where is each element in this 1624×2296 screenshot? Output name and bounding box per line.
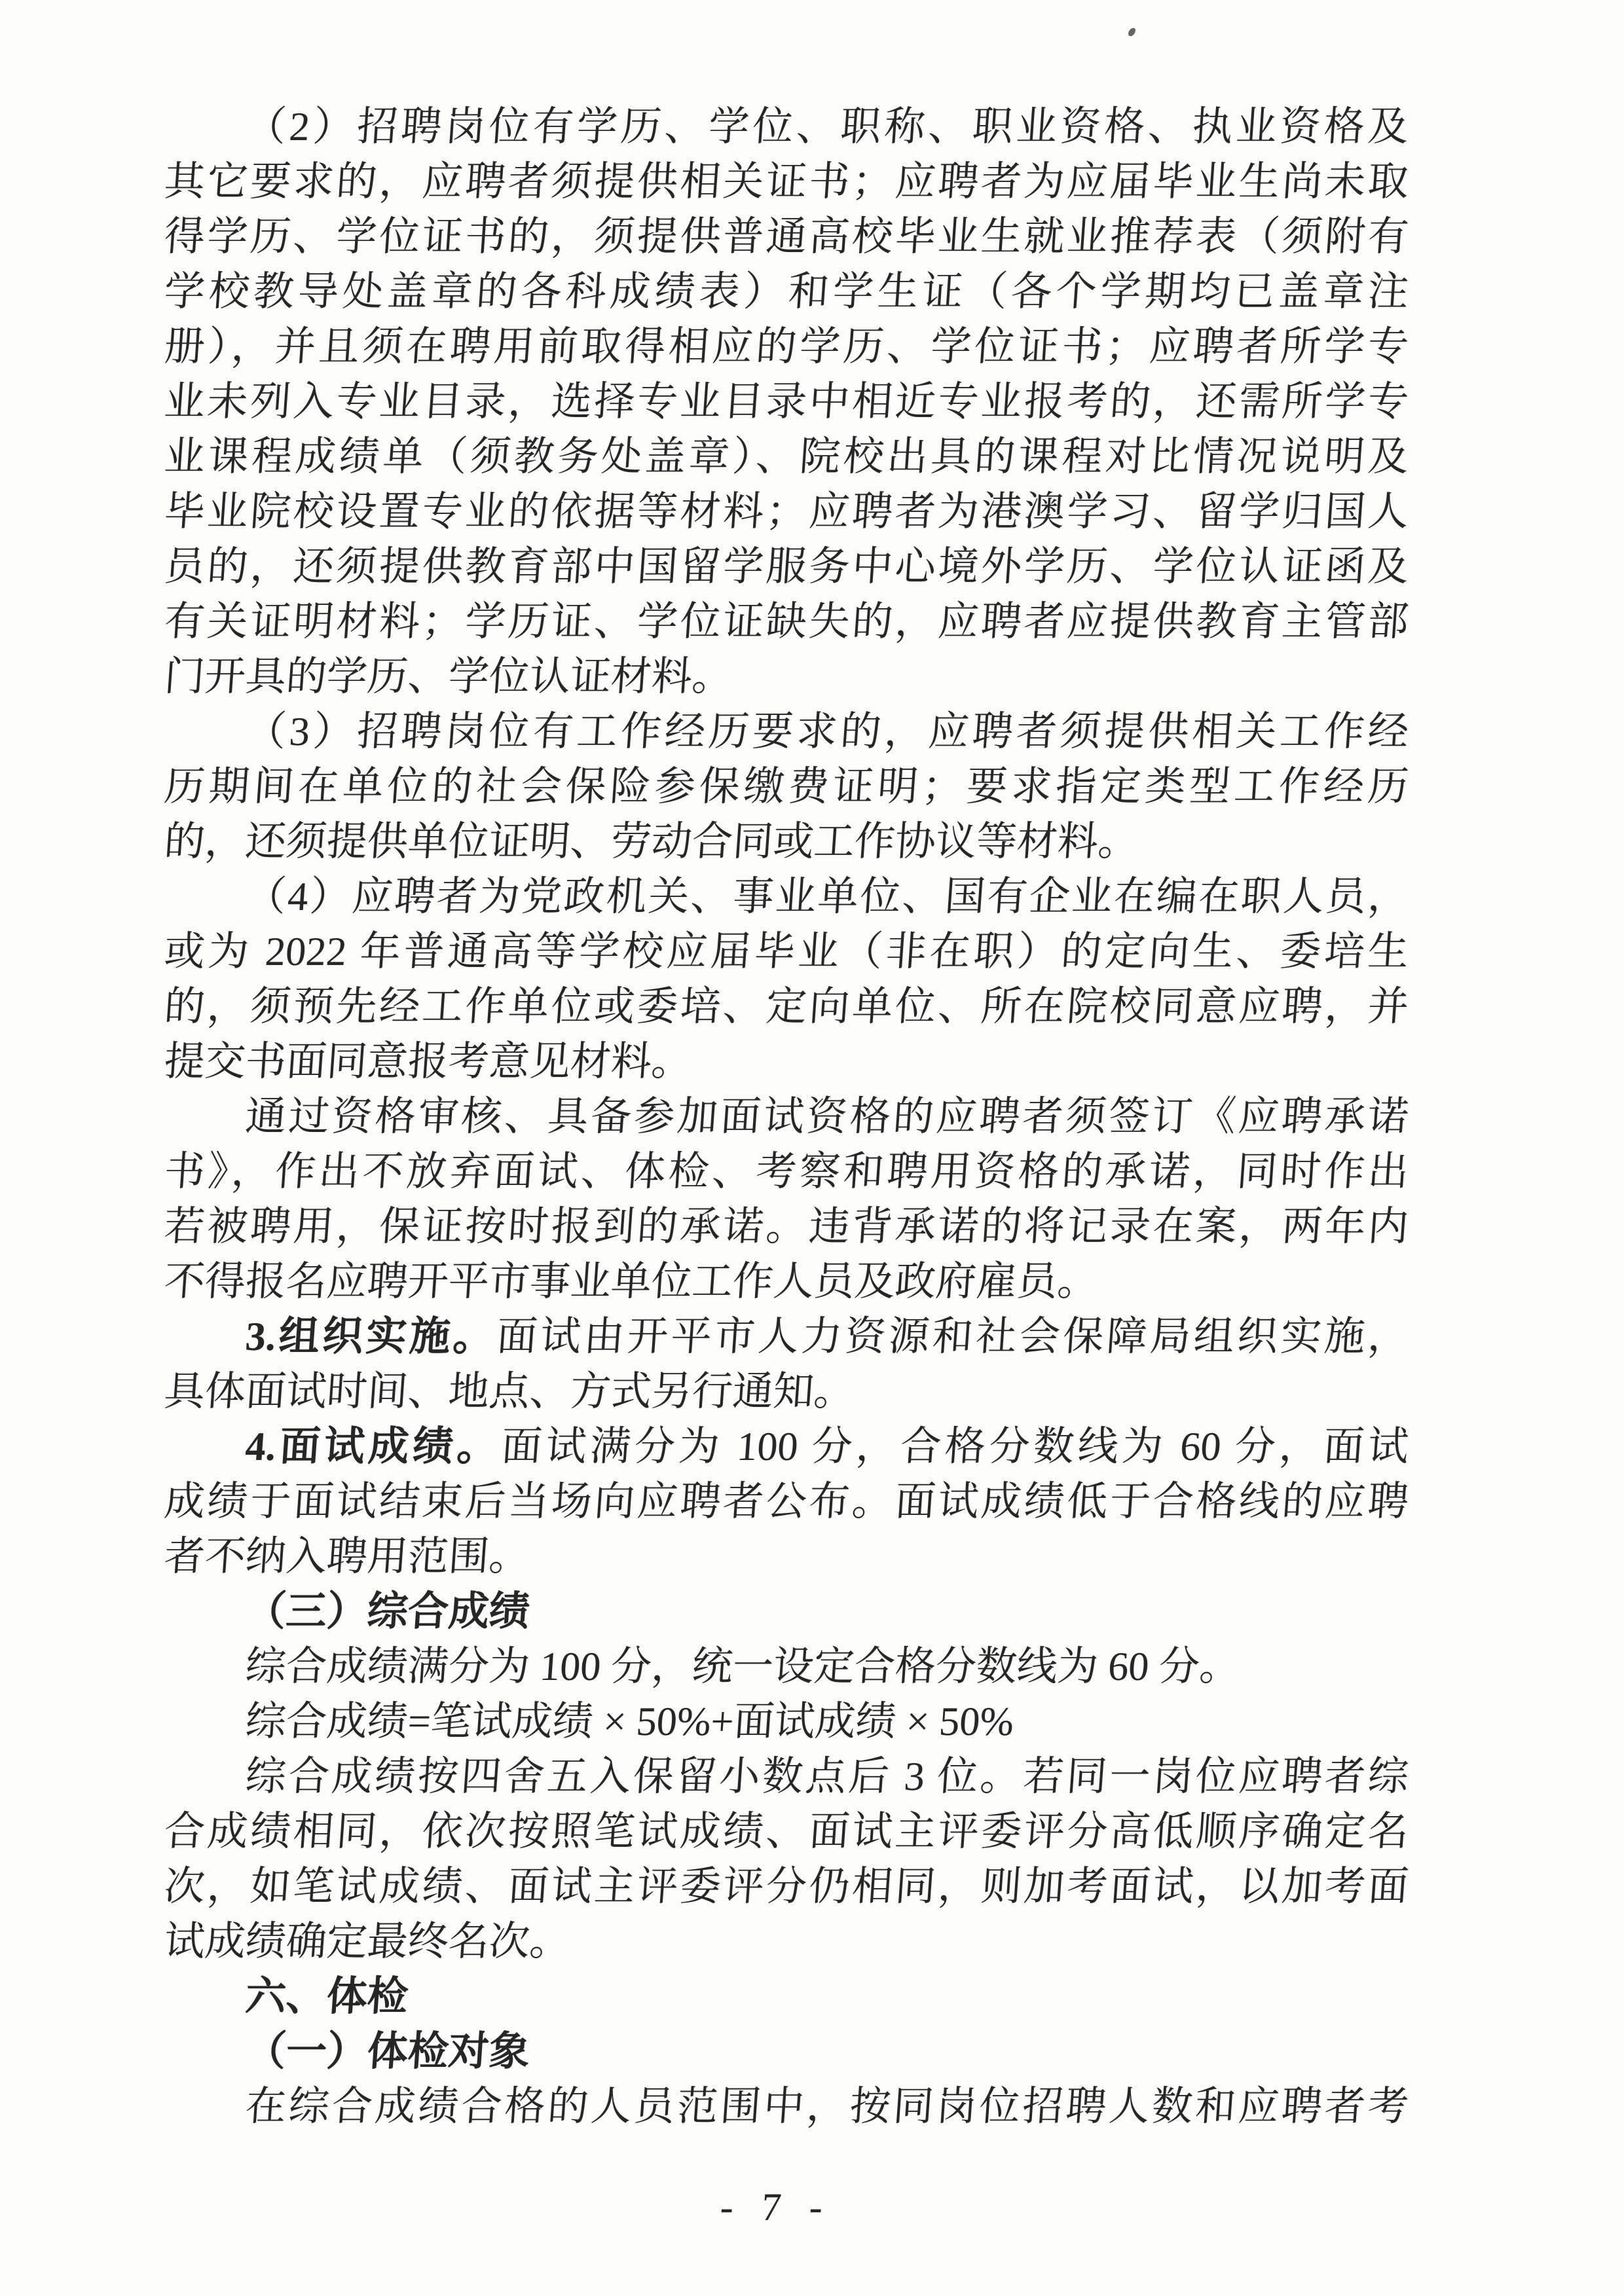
- bold-text-run: 4.面试成绩。: [244, 1425, 504, 1469]
- text-line: [162, 1089, 1411, 1144]
- text-run: 其它要求的，应聘者须提供相关证书；应聘者为应届毕业生尚未取: [162, 160, 1411, 204]
- text-line: [162, 704, 1411, 759]
- text-line: [162, 1419, 1411, 1474]
- text-run: 得学历、学位证书的，须提供普通高校毕业生就业推荐表（须附有: [162, 215, 1411, 259]
- text-line: [162, 2079, 1411, 2134]
- text-run: 面试满分为 100 分，合格分数线为 60 分，面试: [500, 1425, 1411, 1469]
- text-line: [162, 1034, 1411, 1089]
- text-line: [162, 759, 1411, 814]
- text-line: [162, 1694, 1411, 1749]
- text-run: 综合成绩=笔试成绩 × 50%+面试成绩 × 50%: [244, 1700, 1016, 1744]
- text-line: [162, 924, 1411, 979]
- text-run: 业课程成绩单（须教务处盖章）、院校出具的课程对比情况说明及: [162, 435, 1411, 479]
- text-run: 有关证明材料；学历证、学位证缺失的，应聘者应提供教育主管部: [162, 600, 1411, 644]
- text-line: [162, 1144, 1411, 1199]
- text-run: 试成绩确定最终名次。: [162, 1920, 572, 1964]
- text-run: 员的，还须提供教育部中国留学服务中心境外学历、学位认证函及: [162, 545, 1411, 589]
- text-line: [162, 210, 1411, 264]
- text-line: [162, 594, 1411, 649]
- text-run: （2）招聘岗位有学历、学位、职称、职业资格、执业资格及: [244, 105, 1411, 149]
- scan-speck: [1127, 27, 1137, 38]
- page-number: - 7 -: [718, 2185, 834, 2229]
- text-run: 学校教导处盖章的各科成绩表）和学生证（各个学期均已盖章注: [162, 270, 1411, 314]
- text-line: [162, 1639, 1411, 1694]
- text-run: 综合成绩满分为 100 分，统一设定合格分数线为 60 分。: [244, 1645, 1242, 1689]
- text-line: [162, 649, 1411, 704]
- text-line: [162, 484, 1411, 539]
- text-run: 成绩于面试结束后当场向应聘者公布。面试成绩低于合格线的应聘: [162, 1480, 1411, 1524]
- text-run: 毕业院校设置专业的依据等材料；应聘者为港澳学习、留学归国人: [162, 490, 1411, 534]
- text-line: [162, 1859, 1411, 1914]
- text-run: 不得报名应聘开平市事业单位工作人员及政府雇员。: [162, 1260, 1100, 1304]
- text-run: 通过资格审核、具备参加面试资格的应聘者须签订《应聘承诺: [244, 1095, 1411, 1139]
- text-run: 在综合成绩合格的人员范围中，按同岗位招聘人数和应聘者考: [244, 2085, 1411, 2129]
- text-line: [162, 1529, 1411, 1584]
- text-line: [162, 2024, 1411, 2079]
- text-line: [162, 1254, 1411, 1309]
- text-run: 合成绩相同，依次按照笔试成绩、面试主评委评分高低顺序确定名: [162, 1810, 1411, 1854]
- bold-text-run: （三）综合成绩: [244, 1590, 532, 1634]
- text-run: 或为 2022 年普通高等学校应届毕业（非在职）的定向生、委培生: [162, 930, 1411, 974]
- text-run: （4）应聘者为党政机关、事业单位、国有企业在编在职人员，: [244, 875, 1411, 919]
- text-line: [162, 100, 1411, 155]
- text-run: 的，还须提供单位证明、劳动合同或工作协议等材料。: [162, 820, 1141, 864]
- text-run: 业未列入专业目录，选择专业目录中相近专业报考的，还需所学专: [162, 380, 1411, 424]
- text-run: （3）招聘岗位有工作经历要求的，应聘者须提供相关工作经: [244, 710, 1411, 754]
- document-body: [162, 100, 1411, 2134]
- text-line: [162, 1309, 1411, 1364]
- text-line: [162, 1804, 1411, 1859]
- text-line: [162, 319, 1411, 374]
- text-line: [162, 814, 1411, 869]
- text-line: [162, 1749, 1411, 1804]
- text-line: [162, 264, 1411, 319]
- bold-text-run: 3.组织实施。: [244, 1315, 498, 1359]
- text-run: 若被聘用，保证按时报到的承诺。违背承诺的将记录在案，两年内: [162, 1205, 1411, 1249]
- text-line: [162, 1364, 1411, 1419]
- text-line: [162, 869, 1411, 924]
- text-line: [162, 429, 1411, 484]
- text-line: [162, 155, 1411, 210]
- text-run: 的，须预先经工作单位或委培、定向单位、所在院校同意应聘，并: [162, 985, 1411, 1029]
- text-run: 具体面试时间、地点、方式另行通知。: [162, 1370, 857, 1414]
- text-run: 者不纳入聘用范围。: [162, 1535, 532, 1579]
- text-run: 书》，作出不放弃面试、体检、考察和聘用资格的承诺，同时作出: [162, 1150, 1411, 1194]
- text-line: [162, 1914, 1411, 1969]
- text-line: [162, 374, 1411, 429]
- text-line: [162, 539, 1411, 594]
- text-line: [162, 1474, 1411, 1529]
- text-line: [162, 979, 1411, 1034]
- text-run: 册），并且须在聘用前取得相应的学历、学位证书；应聘者所学专: [162, 325, 1411, 369]
- text-run: 历期间在单位的社会保险参保缴费证明；要求指定类型工作经历: [162, 765, 1411, 809]
- text-line: [162, 1969, 1411, 2024]
- text-line: [162, 1199, 1411, 1254]
- bold-text-run: 六、体检: [244, 1975, 410, 2019]
- text-line: [162, 1584, 1411, 1639]
- text-run: 面试由开平市人力资源和社会保障局组织实施，: [495, 1315, 1411, 1359]
- bold-text-run: （一）体检对象: [244, 2030, 532, 2074]
- text-run: 综合成绩按四舍五入保留小数点后 3 位。若同一岗位应聘者综: [244, 1755, 1411, 1799]
- text-run: 提交书面同意报考意见材料。: [162, 1040, 694, 1084]
- text-run: 门开具的学历、学位认证材料。: [162, 655, 735, 699]
- text-run: 次，如笔试成绩、面试主评委评分仍相同，则加考面试，以加考面: [162, 1865, 1411, 1909]
